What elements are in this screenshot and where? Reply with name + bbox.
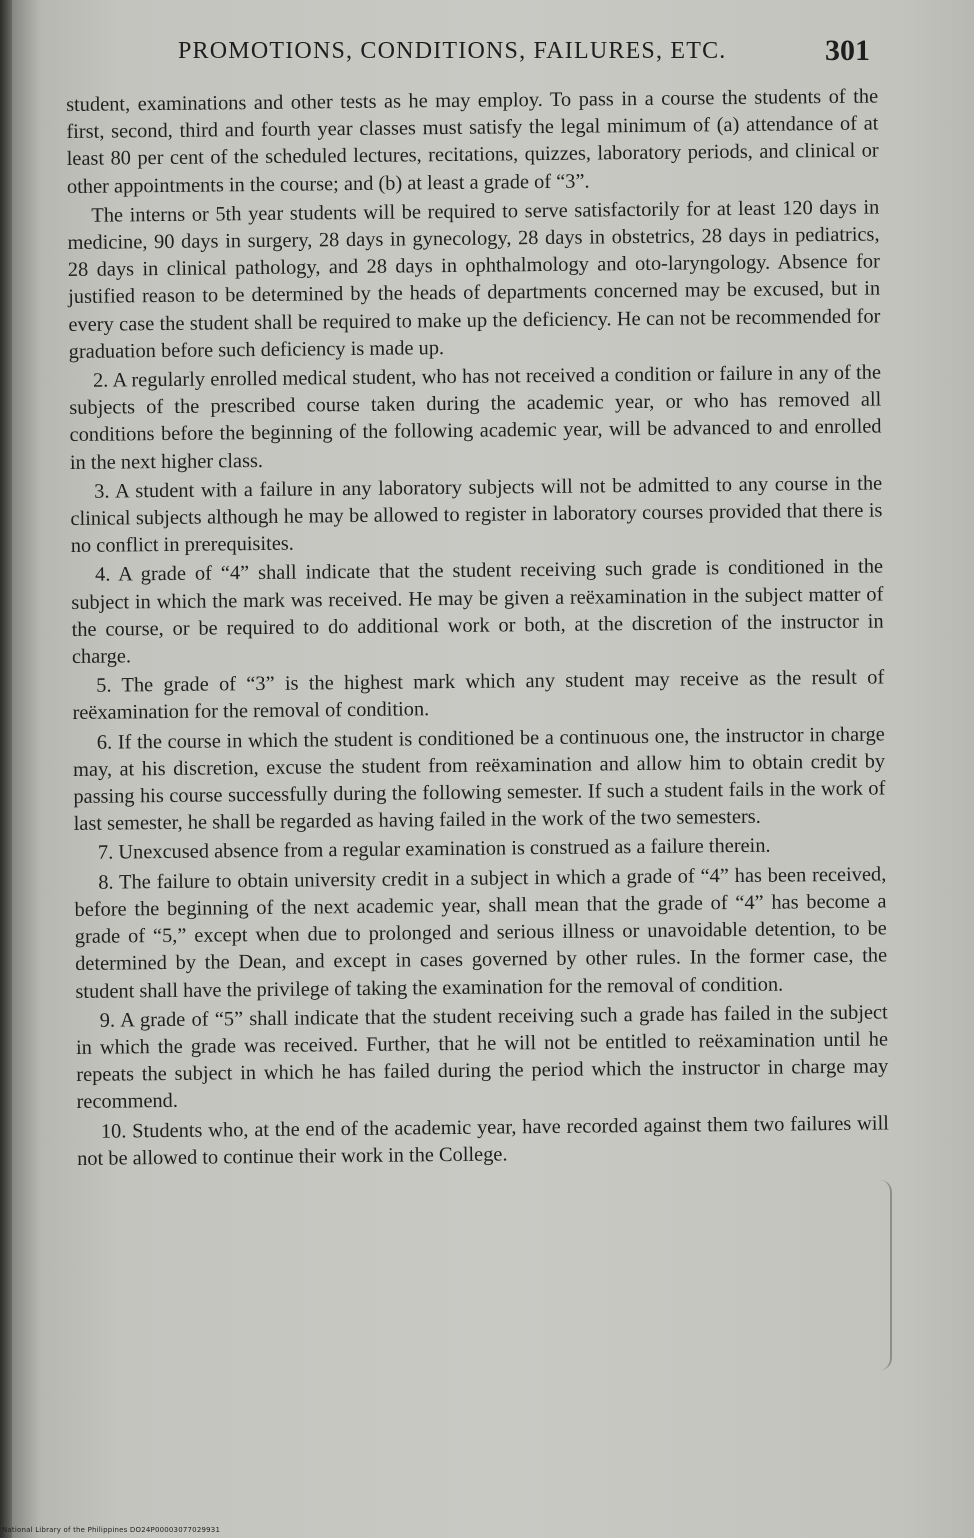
running-head-title: PROMOTIONS, CONDITIONS, FAILURES, ETC. (178, 38, 727, 64)
paragraph: 5. The grade of “3” is the highest mark which any student may receive as the result of reëxamination for the removal of condition. (72, 666, 885, 725)
paragraph: student, examinations and other tests as he may employ. To pass in a course the students of the first, second, third and fourth year classes must satisfy the legal minimum of (a) attendance of at least 80 per cent of the scheduled lectures, recitations, quizzes, laboratory periods, and clinical or other appointments in the course; and (b) at least a grade of “3”. (66, 85, 879, 198)
running-head (160, 34, 880, 74)
paragraph: 6. If the course in which the student is conditioned be a continuous one, the instructor in charge may, at his discretion, excuse the student from reëxamination and allow him to obtain credit by passing his course successfully during the following semester. If such a student fails in the work of last semester, he shall be regarded as having failed in the work of the two semesters. (72, 723, 886, 836)
paragraph: 10. Students who, at the end of the academic year, have recorded against them two failures will not be allowed to continue their work in the College. (77, 1111, 889, 1170)
paragraph: 2. A regularly enrolled medical student, who has not received a condition or failure in any of the subjects of the prescribed course taken during the academic year, or who has removed all conditions before the beginning of the following academic year, will be advanced to and enrolled in the next higher class. (69, 361, 882, 474)
body-text (66, 83, 889, 1172)
paragraph: 8. The failure to obtain university credit in a subject in which a grade of “4” has been received, before the beginning of the next academic year, shall mean that the grade of “4” has become a grade of “5,” except when due to prolonged and serious illness or unavoidable detention, to be determined by the Dean, and except in cases governed by other rules. In the former case, the student shall have the privilege of taking the examination for the removal of condition. (74, 863, 888, 1003)
page-number: 301 (825, 34, 870, 67)
book-spine-shadow (0, 0, 12, 1538)
paragraph: 7. Unexcused absence from a regular examination is construed as a failure therein. (97, 835, 771, 865)
paragraph: The interns or 5th year students will be required to serve satisfactorily for at least 120 days in medicine, 90 days in surgery, 28 days in gynecology, 28 days in obstetrics, 28 days in pediatrics, 28 days in clinical pathology, and 28 days in ophthalmology and oto-laryngology. Absence for justified reason to be determined by the heads of departments concerned may be excused, but in every case the student shall be required to make up the deficiency. He can not be recommended for graduation before such deficiency is made up. (67, 196, 881, 363)
paragraph: 9. A grade of “5” shall indicate that the student receiving such a grade has failed in the subject in which the grade was received. Further, that he will not be entitled to reëxamination until he repeats the subject in which he has failed during the period which the instructor in charge may recommend. (75, 1001, 889, 1114)
margin-pencil-mark (880, 1180, 892, 1370)
scan-caption: National Library of the Philippines DO24P00003077029931 (2, 1526, 221, 1534)
paragraph: 4. A grade of “4” shall indicate that the student receiving such grade is conditioned in the subject in which the mark was received. He may be given a reëxamination in the subject matter of the course, or be required to do additional work or both, at the discretion of the instructor in charge. (71, 555, 884, 669)
paragraph: 3. A student with a failure in any laboratory subjects will not be admitted to any course in the clinical subjects although he may be allowed to register in laboratory courses provided that there is no conflict in prerequisites. (70, 472, 883, 558)
